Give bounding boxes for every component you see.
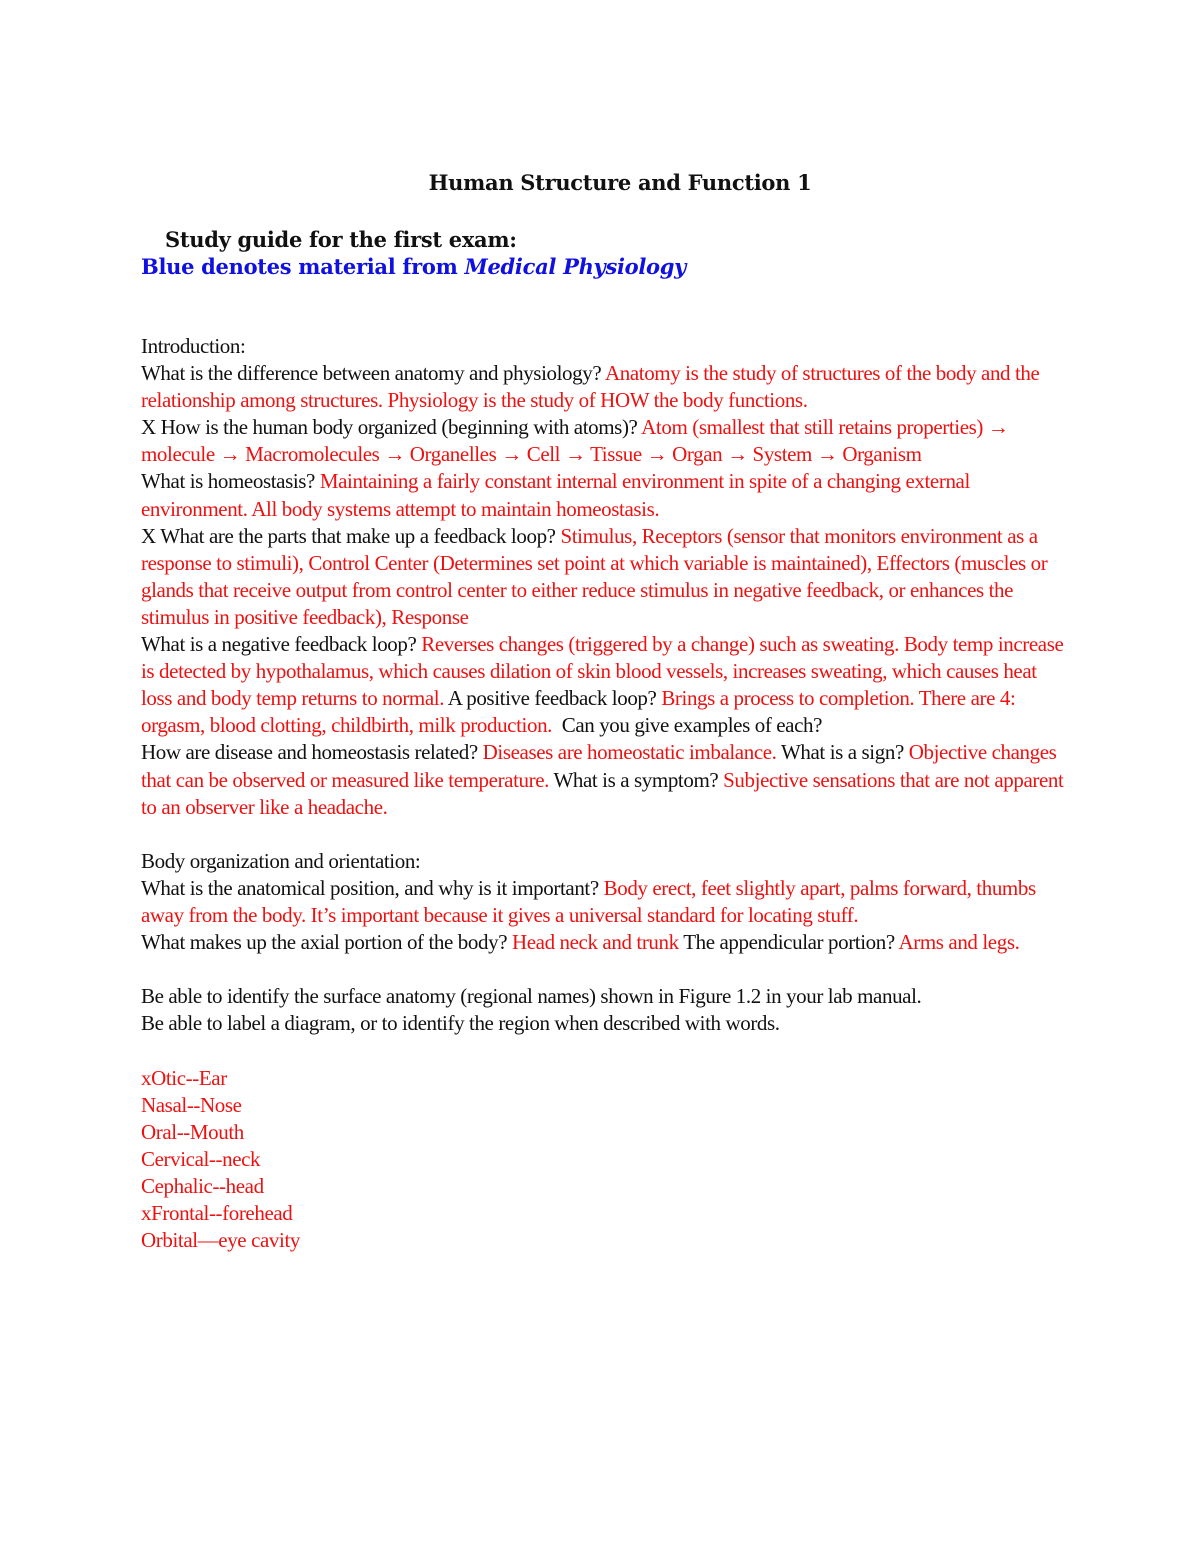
right-arrow-icon: → (219, 442, 241, 467)
answer-text: Brings a process to completion. There are 4: orgasm, blood clotting, childbirth, milk production. (141, 686, 1016, 738)
question-text: A positive feedback loop? (444, 686, 662, 711)
spacer (141, 821, 1071, 848)
question-anatomy-physiology (141, 360, 1071, 414)
subtitle: Study guide for the first exam: (165, 227, 517, 252)
question-negative-feedback (141, 631, 1071, 739)
blue-note (141, 254, 686, 279)
question-text: X How is the human body organized (beginning with atoms)? (141, 415, 642, 440)
region-item: xOtic--Ear (141, 1065, 227, 1090)
answer-text: Body erect, feet slightly apart, palms forward, thumbs away from the body. It’s important because it gives a universal standard for locating stuff. (141, 875, 1036, 927)
answer-text: Subjective sensations that are not apparent to an observer like a headache. (141, 767, 1064, 819)
answer-text: Arms and legs. (898, 930, 1020, 955)
answer-text: Diseases are homeostatic imbalance. (482, 740, 777, 765)
question-anatomical-position (141, 875, 1071, 929)
section-heading-introduction: Introduction: (141, 334, 246, 358)
chain-item: Macromolecules (245, 442, 380, 467)
question-text: What is a symptom? (548, 767, 724, 792)
label-diagram-instruction: Be able to label a diagram, or to identify the region when described with words. (141, 1011, 780, 1036)
surface-anatomy-instruction: Be able to identify the surface anatomy (regional names) shown in Figure 1.2 in your lab manual. (141, 984, 922, 1009)
right-arrow-icon: → (646, 442, 668, 467)
region-item: Cervical--neck (141, 1146, 261, 1171)
question-text: Can you give examples of each? (552, 713, 823, 738)
spacer (141, 956, 1071, 983)
chain-item: Organism (842, 442, 922, 467)
answer-text: Stimulus, Receptors (sensor that monitors environment as a response to stimuli), Control Center (Determines set point at which variable is maintained), Effectors (muscles or glands that receive output from control center to either reduce stimulus in negative feedback, or enhances the stimulus in positive feedback), Response (141, 523, 1048, 629)
chain-item: System (752, 442, 812, 467)
question-disease-homeostasis (141, 739, 1071, 820)
right-arrow-icon: → (564, 442, 586, 467)
question-text: What makes up the axial portion of the body? (141, 930, 512, 955)
chain-item: Organelles (409, 442, 497, 467)
question-homeostasis (141, 468, 1071, 522)
chain-item: Organ (672, 442, 723, 467)
question-text: What is the anatomical position, and why is it important? (141, 875, 604, 900)
right-arrow-icon: → (816, 442, 838, 467)
question-text: X What are the parts that make up a feedback loop? (141, 523, 561, 548)
right-arrow-icon: → (501, 442, 522, 467)
question-axial-portion (141, 929, 1071, 956)
answer-text: Anatomy is the study of structures of the body and the relationship among structures. Physiology is the study of HOW the body functions. (141, 361, 1040, 413)
answer-text: Maintaining a fairly constant internal environment in spite of a changing external environment. All body systems attempt to maintain homeostasis. (141, 469, 970, 521)
question-text: What is a sign? (776, 740, 909, 765)
study-guide-body (141, 333, 1071, 1254)
blue-note-prefix: Blue denotes material from (141, 254, 465, 279)
question-body-organization (141, 414, 1071, 468)
chain-item: Atom (smallest that still retains properties) (641, 415, 984, 440)
question-text: What is the difference between anatomy and physiology? (141, 361, 605, 386)
question-text: The appendicular portion? (678, 930, 899, 955)
question-text: How are disease and homeostasis related? (141, 740, 483, 765)
right-arrow-icon: → (987, 415, 1009, 440)
right-arrow-icon: → (384, 442, 405, 467)
question-feedback-loop-parts (141, 523, 1071, 631)
page-title: Human Structure and Function 1 (428, 170, 812, 195)
blue-note-book: Medical Physiology (464, 254, 687, 279)
question-text: What is homeostasis? (141, 469, 320, 494)
chain-item: molecule (141, 442, 215, 467)
region-item: Orbital—eye cavity (141, 1228, 300, 1253)
region-item: Cephalic--head (141, 1173, 264, 1198)
section-heading-orientation: Body organization and orientation: (141, 848, 421, 873)
chain-item: Tissue (590, 442, 642, 467)
region-item: Oral--Mouth (141, 1119, 244, 1144)
region-item: Nasal--Nose (141, 1092, 242, 1117)
chain-item: Cell (526, 442, 561, 467)
question-text: What is a negative feedback loop? (141, 632, 422, 657)
answer-text: Objective changes that can be observed or measured like temperature. (141, 740, 1057, 792)
answer-text: Head neck and trunk (511, 930, 679, 955)
right-arrow-icon: → (727, 442, 748, 467)
answer-text: Reverses changes (triggered by a change) such as sweating. Body temp increase is detected by hypothalamus, which causes dilation of skin blood vessels, increases sweating, which causes heat loss and body temp returns to normal. (141, 632, 1064, 711)
region-item: xFrontal--forehead (141, 1201, 293, 1225)
spacer (141, 1037, 1071, 1064)
